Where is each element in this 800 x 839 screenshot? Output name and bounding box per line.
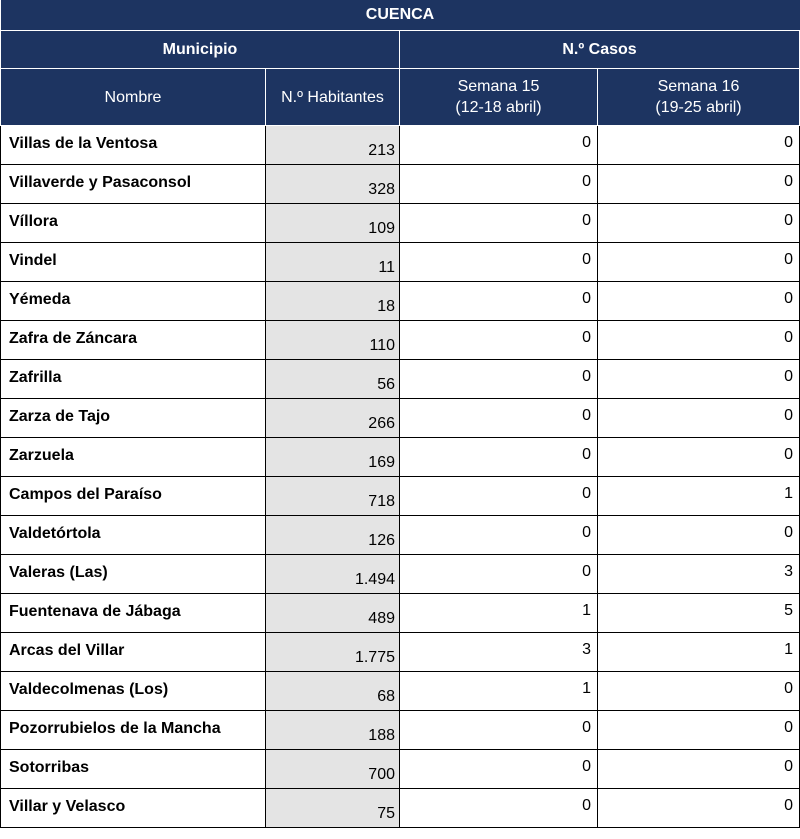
semana15-cases-cell: 0	[400, 555, 598, 594]
table-row	[1, 711, 800, 750]
municipio-name-cell: Zafra de Záncara	[1, 321, 266, 360]
municipio-name-cell: Pozorrubielos de la Mancha	[1, 711, 266, 750]
table-row	[1, 126, 800, 165]
habitantes-cell: 169	[266, 438, 400, 477]
semana15-cases-cell: 0	[400, 516, 598, 555]
municipio-name-cell: Zarza de Tajo	[1, 399, 266, 438]
semana15-column-header	[400, 69, 598, 126]
municipio-name-cell: Valeras (Las)	[1, 555, 266, 594]
semana16-cases-cell: 1	[598, 477, 800, 516]
table-row	[1, 477, 800, 516]
table-row	[1, 516, 800, 555]
semana15-cases-cell: 0	[400, 750, 598, 789]
semana15-cases-cell: 0	[400, 438, 598, 477]
semana16-cases-cell: 1	[598, 633, 800, 672]
casos-group-header: N.º Casos	[400, 31, 800, 69]
table-row	[1, 399, 800, 438]
habitantes-cell: 213	[266, 126, 400, 165]
semana15-cases-cell: 0	[400, 789, 598, 828]
habitantes-cell: 1.775	[266, 633, 400, 672]
semana16-cases-cell: 0	[598, 516, 800, 555]
municipio-name-cell: Valdecolmenas (Los)	[1, 672, 266, 711]
semana16-cases-cell: 0	[598, 165, 800, 204]
habitantes-cell: 110	[266, 321, 400, 360]
semana16-column-header	[598, 69, 800, 126]
habitantes-cell: 700	[266, 750, 400, 789]
semana16-cases-cell: 5	[598, 594, 800, 633]
province-header-row	[1, 0, 800, 31]
semana15-cases-cell: 0	[400, 399, 598, 438]
semana16-cases-cell: 0	[598, 750, 800, 789]
semana16-cases-cell: 0	[598, 243, 800, 282]
habitantes-cell: 266	[266, 399, 400, 438]
table-row	[1, 789, 800, 828]
semana15-cases-cell: 0	[400, 360, 598, 399]
semana15-cases-cell: 0	[400, 282, 598, 321]
semana15-cases-cell: 0	[400, 321, 598, 360]
habitantes-cell: 188	[266, 711, 400, 750]
habitantes-cell: 489	[266, 594, 400, 633]
table-row	[1, 438, 800, 477]
table-row	[1, 321, 800, 360]
habitantes-cell: 75	[266, 789, 400, 828]
habitantes-cell: 109	[266, 204, 400, 243]
table-header	[1, 0, 800, 126]
municipio-name-cell: Sotorribas	[1, 750, 266, 789]
semana15-cases-cell: 1	[400, 672, 598, 711]
habitantes-cell: 126	[266, 516, 400, 555]
municipio-name-cell: Víllora	[1, 204, 266, 243]
table-row	[1, 555, 800, 594]
habitantes-column-header: N.º Habitantes	[266, 69, 400, 126]
province-title: CUENCA	[1, 0, 800, 31]
municipio-name-cell: Valdetórtola	[1, 516, 266, 555]
table-row	[1, 165, 800, 204]
habitantes-cell: 11	[266, 243, 400, 282]
table-row	[1, 750, 800, 789]
semana16-cases-cell: 0	[598, 204, 800, 243]
semana15-cases-cell: 1	[400, 594, 598, 633]
municipio-group-header: Municipio	[1, 31, 400, 69]
habitantes-cell: 68	[266, 672, 400, 711]
habitantes-cell: 18	[266, 282, 400, 321]
municipio-name-cell: Villas de la Ventosa	[1, 126, 266, 165]
semana16-cases-cell: 0	[598, 438, 800, 477]
semana15-cases-cell: 0	[400, 711, 598, 750]
table-row	[1, 204, 800, 243]
semana16-title: Semana 16	[657, 78, 740, 95]
habitantes-cell: 328	[266, 165, 400, 204]
semana16-cases-cell: 0	[598, 789, 800, 828]
semana16-cases-cell: 0	[598, 672, 800, 711]
semana16-cases-cell: 0	[598, 711, 800, 750]
group-header-row	[1, 31, 800, 69]
semana16-cases-cell: 0	[598, 321, 800, 360]
table-row	[1, 243, 800, 282]
municipio-name-cell: Villaverde y Pasaconsol	[1, 165, 266, 204]
municipio-name-cell: Zafrilla	[1, 360, 266, 399]
semana15-cases-cell: 0	[400, 126, 598, 165]
semana15-cases-cell: 0	[400, 165, 598, 204]
municipio-name-cell: Vindel	[1, 243, 266, 282]
municipio-name-cell: Villar y Velasco	[1, 789, 266, 828]
municipio-name-cell: Campos del Paraíso	[1, 477, 266, 516]
semana16-dates: (19-25 abril)	[655, 99, 742, 116]
semana15-cases-cell: 0	[400, 477, 598, 516]
nombre-column-header: Nombre	[1, 69, 266, 126]
semana15-title: Semana 15	[457, 78, 540, 95]
habitantes-cell: 56	[266, 360, 400, 399]
semana16-cases-cell: 3	[598, 555, 800, 594]
table-row	[1, 633, 800, 672]
municipio-name-cell: Fuentenava de Jábaga	[1, 594, 266, 633]
column-header-row	[1, 69, 800, 126]
table-row	[1, 282, 800, 321]
semana15-cases-cell: 0	[400, 204, 598, 243]
municipio-name-cell: Arcas del Villar	[1, 633, 266, 672]
semana16-cases-cell: 0	[598, 399, 800, 438]
semana16-cases-cell: 0	[598, 360, 800, 399]
semana15-cases-cell: 3	[400, 633, 598, 672]
semana16-cases-cell: 0	[598, 282, 800, 321]
semana15-cases-cell: 0	[400, 243, 598, 282]
habitantes-cell: 1.494	[266, 555, 400, 594]
habitantes-cell: 718	[266, 477, 400, 516]
table-body	[1, 126, 800, 828]
table-row	[1, 360, 800, 399]
semana16-cases-cell: 0	[598, 126, 800, 165]
table-row	[1, 672, 800, 711]
semana15-dates: (12-18 abril)	[455, 99, 542, 116]
municipio-name-cell: Yémeda	[1, 282, 266, 321]
municipio-name-cell: Zarzuela	[1, 438, 266, 477]
table-row	[1, 594, 800, 633]
